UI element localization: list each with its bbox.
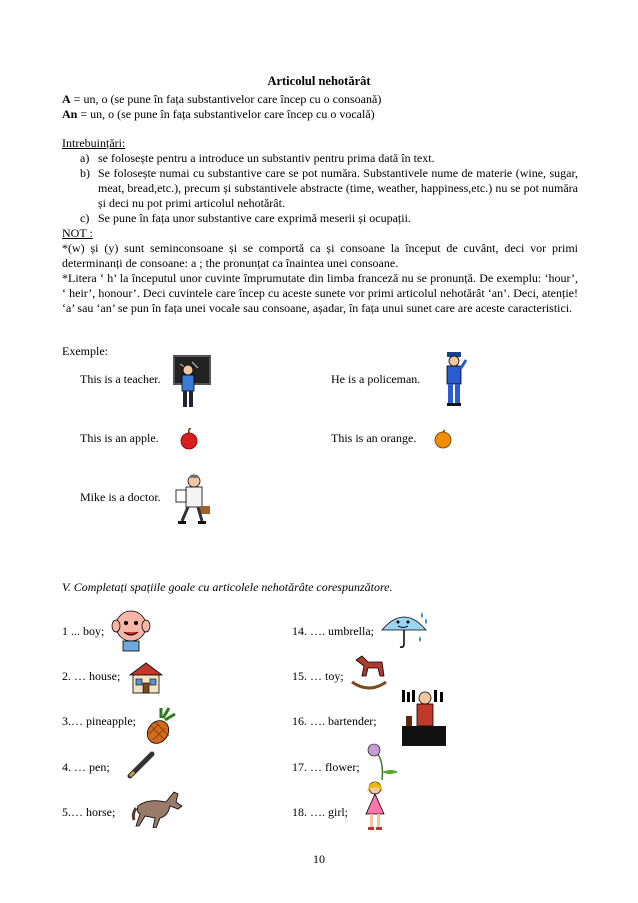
doctor-icon: [172, 472, 214, 526]
horse-icon: [130, 788, 188, 828]
girl-icon: [362, 780, 388, 832]
pen-icon: [126, 750, 158, 780]
list-letter: c): [80, 211, 90, 225]
flower-icon: [364, 742, 402, 782]
pineapple-icon: [143, 706, 177, 746]
list-text: Se pune în fața unor substantive care exprimă meserii și ocupații.: [98, 211, 411, 225]
exercise-item-pen: 4. … pen;: [62, 760, 110, 774]
page-number: 10: [313, 852, 325, 866]
exercise-item-house: 2. … house;: [62, 669, 121, 683]
exercise-item-flower: 17. … flower;: [292, 760, 360, 774]
example-orange: This is an orange.: [331, 431, 417, 445]
list-letter: b): [80, 166, 90, 180]
policeman-icon: [440, 350, 468, 408]
uses-heading: Intrebuințări:: [62, 136, 126, 150]
exercise-item-bartender: 16. …. bartender;: [292, 714, 377, 728]
umbrella-icon: [378, 606, 430, 650]
exercise-item-horse: 5.… horse;: [62, 805, 116, 819]
definition-a: [62, 92, 381, 107]
exercise-item-umbrella: 14. …. umbrella;: [292, 624, 374, 638]
apple-icon: [178, 428, 200, 450]
note-paragraph-2: *Litera ‘ h’ la începutul unor cuvinte împrumutate din limba franceză nu se pronunță. De exemplu: ‘hour’, ‘ heir’, honour’. Deci cuvintele care încep cu aceste sunete vor primi articolul nehotărât ‘an’. Deci, atenție! ‘a’ sau ‘an’ se pun în fața unei vocale sau consoane, așadar, în fața unui sunet care are aceste caracteristici.: [62, 271, 578, 315]
examples-heading: Exemple:: [62, 344, 108, 358]
boy-icon: [110, 608, 152, 652]
orange-icon: [432, 428, 454, 450]
example-teacher: This is a teacher.: [80, 372, 161, 386]
definition-an: [62, 107, 375, 122]
bartender-icon: [400, 686, 448, 748]
definition-text: = un, o (se pune în fața substantivelor care încep cu o vocală): [77, 107, 375, 121]
note-heading: NOT :: [62, 226, 93, 240]
list-letter: a): [80, 151, 90, 165]
house-icon: [128, 661, 164, 695]
definition-term: An: [62, 107, 78, 121]
exercise-item-toy: 15. … toy;: [292, 669, 344, 683]
definition-term: A: [62, 92, 71, 106]
use-item-c: [80, 211, 578, 226]
example-apple: This is an apple.: [80, 431, 159, 445]
teacher-icon: [168, 354, 212, 410]
exercise-item-pineapple: 3.… pineapple;: [62, 714, 136, 728]
list-text: Se folosește numai cu substantive care se pot număra. Substantivele nume de materie (wine, sugar, meat, bread,etc.), precum și substantivele abstracte (time, weather, happiness,etc.) nu se pot număra și deci nu pot primi articolul nehotărât.: [98, 166, 578, 210]
list-text: se folosește pentru a introduce un substantiv pentru prima dată în text.: [98, 151, 435, 165]
definition-text: = un, o (se pune în fața substantivelor care încep cu o consoană): [70, 92, 382, 106]
exercise-item-girl: 18. …. girl;: [292, 805, 348, 819]
use-item-a: [80, 151, 578, 166]
use-item-b: [80, 166, 578, 211]
exercise-heading: V. Completați spațiile goale cu articolele nehotărâte corespunzătore.: [62, 580, 393, 594]
note-paragraph-1: *(w) și (y) sunt seminconsoane și se comportă ca și consoane la început de cuvânt, deci vor primi determinanți de consoane: a ; the pronunțat ca înaintea unei consoane.: [62, 241, 578, 270]
exercise-item-boy: 1 ... boy;: [62, 624, 105, 638]
example-doctor: Mike is a doctor.: [80, 490, 161, 504]
example-policeman: He is a policeman.: [331, 372, 421, 386]
rocking-horse-icon: [350, 652, 388, 692]
page-title: Articolul nehotărât: [267, 74, 371, 88]
